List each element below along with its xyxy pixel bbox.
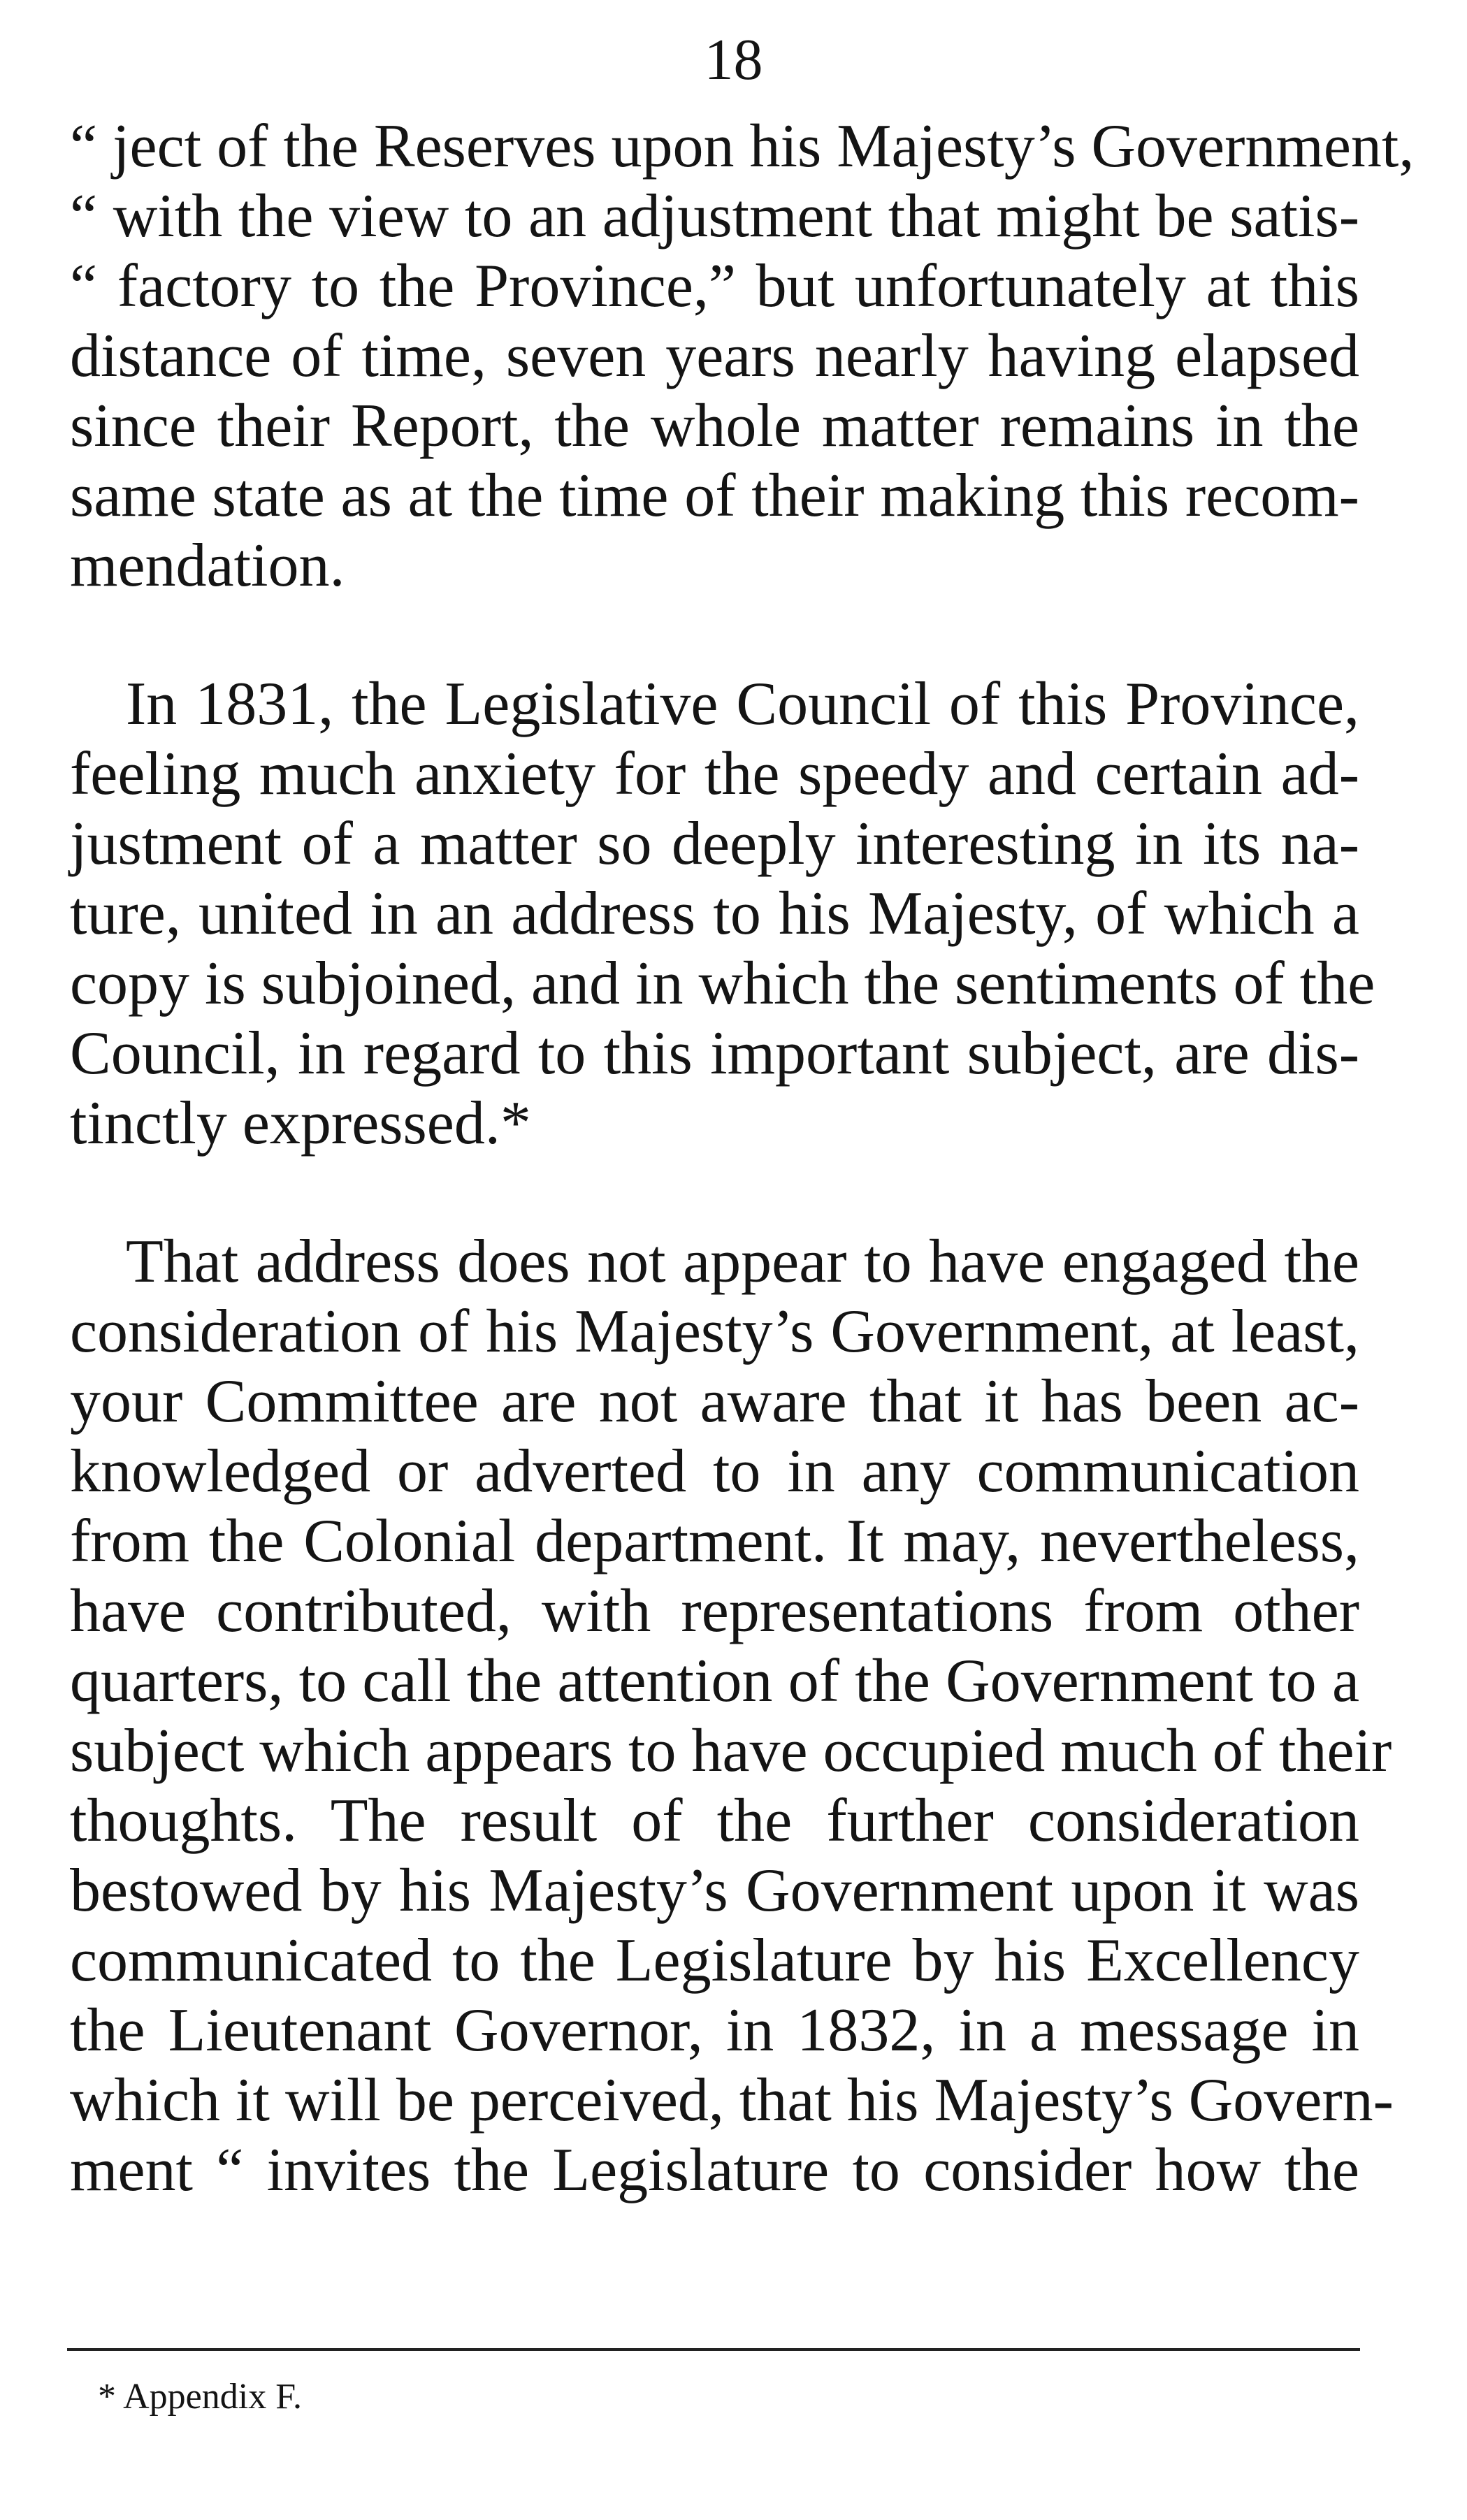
text-line: same state as at the time of their making this recom- [70, 462, 1359, 530]
text-line: consideration of his Majesty’s Government, at least, [70, 1298, 1359, 1366]
page-number: 18 [704, 27, 763, 92]
paragraph-1 [70, 112, 1415, 601]
text-line: justment of a matter so deeply interesting in its na- [70, 810, 1359, 878]
paragraph-3 [70, 1227, 1394, 2206]
paragraph-gap [70, 1159, 1359, 1227]
text-line: Council, in regard to this important subject, are dis- [70, 1020, 1359, 1087]
footnote-divider [67, 2348, 1360, 2351]
text-line: thoughts. The result of the further consideration [70, 1787, 1359, 1855]
text-line: ment “ invites the Legislature to consider how the [70, 2136, 1359, 2204]
text-line: communicated to the Legislature by his Excellency [70, 1927, 1359, 1994]
text-line: “ ject of the Reserves upon his Majesty’s Government, [70, 113, 1415, 180]
text-line: since their Report, the whole matter remains in the [70, 392, 1359, 460]
text-line: “ factory to the Province,” but unfortunately at this [70, 252, 1359, 320]
text-line: which it will be perceived, that his Majesty’s Govern- [70, 2066, 1394, 2134]
text-line: quarters, to call the attention of the Government to a [70, 1647, 1359, 1715]
text-line: from the Colonial department. It may, nevertheless, [70, 1507, 1359, 1575]
text-line: In 1831, the Legislative Council of this Province, [126, 670, 1359, 738]
body-text [70, 112, 1415, 2206]
text-line: tinctly expressed.* [70, 1089, 531, 1157]
text-line: distance of time, seven years nearly having elapsed [70, 322, 1359, 390]
paragraph-gap [70, 601, 1359, 669]
text-line: subject which appears to have occupied much of their [70, 1717, 1392, 1785]
text-line: bestowed by his Majesty’s Government upon it was [70, 1857, 1359, 1925]
text-line: “ with the view to an adjustment that might be satis- [70, 182, 1359, 250]
text-line: mendation. [70, 532, 345, 600]
text-line: the Lieutenant Governor, in 1832, in a message in [70, 1997, 1359, 2064]
text-line: your Committee are not aware that it has been ac- [70, 1368, 1359, 1435]
paragraph-2 [70, 669, 1375, 1159]
text-line: feeling much anxiety for the speedy and certain ad- [70, 740, 1359, 808]
text-line: copy is subjoined, and in which the sentiments of the [70, 950, 1375, 1018]
text-line: That address does not appear to have engaged the [126, 1228, 1359, 1296]
footnote: * Appendix F. [98, 2377, 302, 2417]
text-line: have contributed, with representations from other [70, 1577, 1359, 1645]
text-line: ture, united in an address to his Majesty, of which a [70, 880, 1359, 948]
text-line: knowledged or adverted to in any communication [70, 1438, 1359, 1505]
